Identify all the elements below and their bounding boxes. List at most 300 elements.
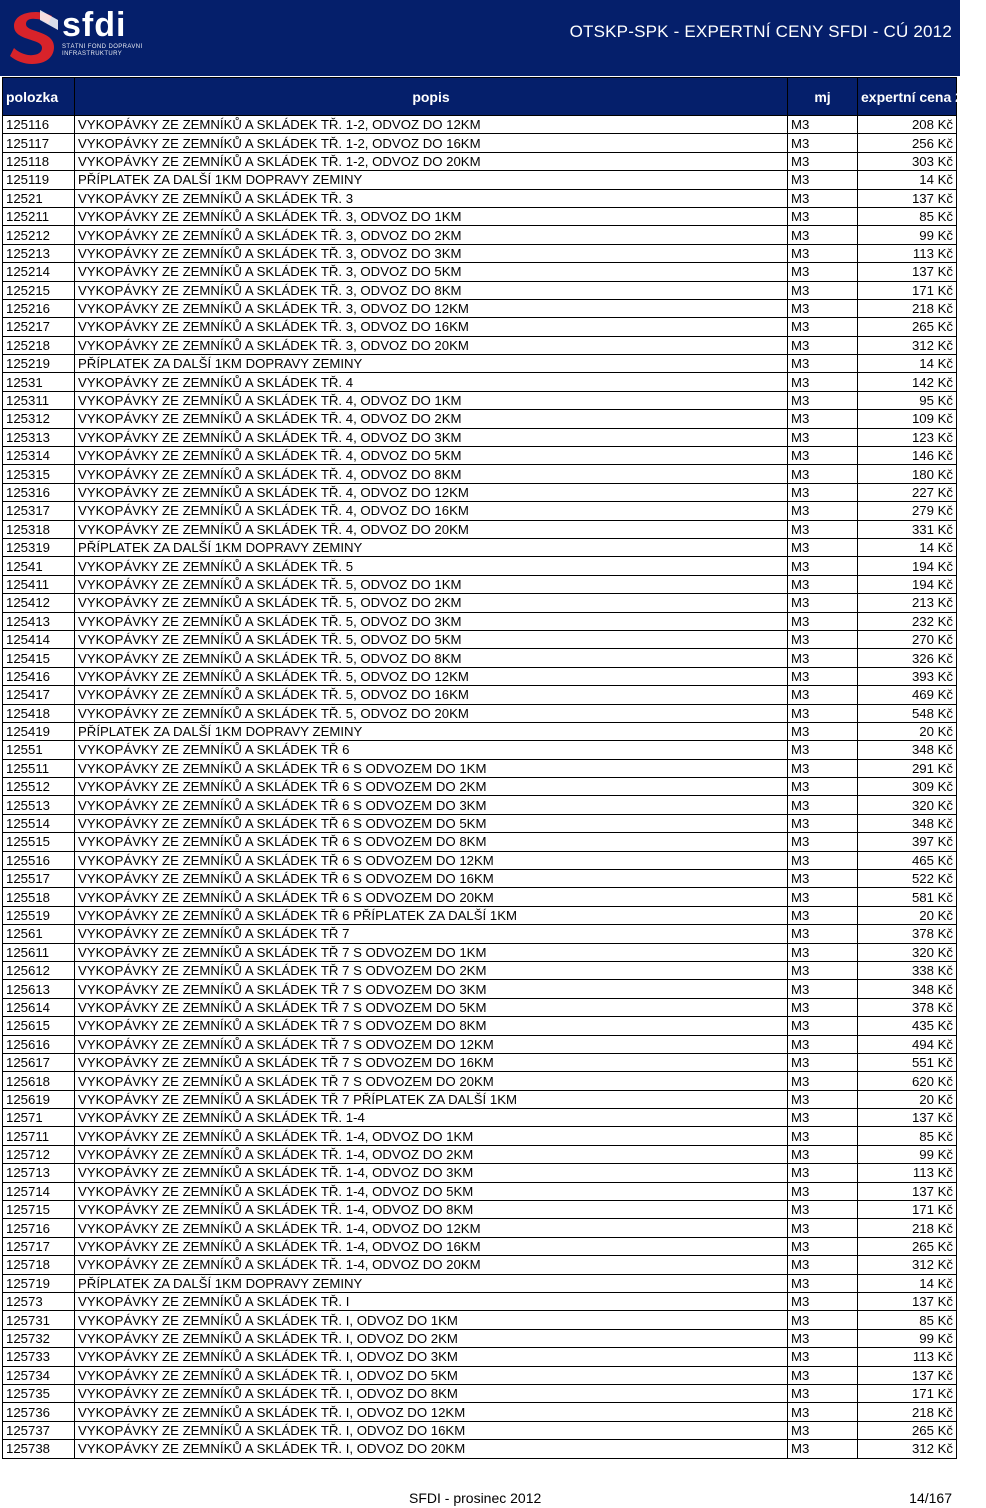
cell-cena: 338 Kč xyxy=(858,961,957,979)
document-title: OTSKP-SPK - EXPERTNÍ CENY SFDI - CÚ 2012 xyxy=(569,22,952,41)
table-row xyxy=(3,1017,957,1035)
table-row xyxy=(3,244,957,262)
cell-popis: PŘÍPLATEK ZA DALŠÍ 1KM DOPRAVY ZEMINY xyxy=(75,722,788,740)
table-row xyxy=(3,1127,957,1145)
table-row xyxy=(3,998,957,1016)
logo-text: sfdi xyxy=(62,6,127,44)
cell-mj: M3 xyxy=(788,465,858,483)
cell-mj: M3 xyxy=(788,943,858,961)
cell-cena: 348 Kč xyxy=(858,741,957,759)
cell-mj: M3 xyxy=(788,1017,858,1035)
cell-popis: VYKOPÁVKY ZE ZEMNÍKŮ A SKLÁDEK TŘ. 1-2, ODVOZ DO 20KM xyxy=(75,152,788,170)
cell-popis: VYKOPÁVKY ZE ZEMNÍKŮ A SKLÁDEK TŘ. 4, ODVOZ DO 12KM xyxy=(75,483,788,501)
cell-mj: M3 xyxy=(788,244,858,262)
table-row xyxy=(3,667,957,685)
table-row xyxy=(3,1053,957,1071)
table-row xyxy=(3,1366,957,1384)
cell-popis: PŘÍPLATEK ZA DALŠÍ 1KM DOPRAVY ZEMINY xyxy=(75,1274,788,1292)
table-row xyxy=(3,263,957,281)
cell-polozka: 125316 xyxy=(3,483,75,501)
cell-polozka: 125418 xyxy=(3,704,75,722)
cell-polozka: 125118 xyxy=(3,152,75,170)
cell-cena: 469 Kč xyxy=(858,686,957,704)
table-row xyxy=(3,1237,957,1255)
cell-mj: M3 xyxy=(788,1090,858,1108)
cell-cena: 142 Kč xyxy=(858,373,957,391)
table-row xyxy=(3,1035,957,1053)
table-row xyxy=(3,1274,957,1292)
table-row xyxy=(3,906,957,924)
cell-mj: M3 xyxy=(788,299,858,317)
cell-polozka: 125214 xyxy=(3,263,75,281)
cell-popis: VYKOPÁVKY ZE ZEMNÍKŮ A SKLÁDEK TŘ 7 S ODVOZEM DO 2KM xyxy=(75,961,788,979)
cell-polozka: 125215 xyxy=(3,281,75,299)
cell-cena: 137 Kč xyxy=(858,1109,957,1127)
cell-cena: 218 Kč xyxy=(858,1403,957,1421)
cell-cena: 208 Kč xyxy=(858,116,957,134)
cell-popis: VYKOPÁVKY ZE ZEMNÍKŮ A SKLÁDEK TŘ. 4, ODVOZ DO 8KM xyxy=(75,465,788,483)
cell-mj: M3 xyxy=(788,410,858,428)
table-row xyxy=(3,355,957,373)
cell-mj: M3 xyxy=(788,1293,858,1311)
cell-popis: VYKOPÁVKY ZE ZEMNÍKŮ A SKLÁDEK TŘ. 1-4, ODVOZ DO 3KM xyxy=(75,1164,788,1182)
cell-popis: VYKOPÁVKY ZE ZEMNÍKŮ A SKLÁDEK TŘ. 5, ODVOZ DO 8KM xyxy=(75,649,788,667)
cell-cena: 194 Kč xyxy=(858,557,957,575)
cell-popis: VYKOPÁVKY ZE ZEMNÍKŮ A SKLÁDEK TŘ. 3, ODVOZ DO 20KM xyxy=(75,336,788,354)
price-table xyxy=(2,77,986,1459)
cell-mj: M3 xyxy=(788,538,858,556)
logo-subtitle: STÁTNÍ FOND DOPRAVNÍ INFRASTRUKTURY xyxy=(62,44,143,57)
cell-polozka: 125319 xyxy=(3,538,75,556)
cell-mj: M3 xyxy=(788,263,858,281)
cell-polozka: 125211 xyxy=(3,207,75,225)
table-row xyxy=(3,1311,957,1329)
cell-popis: PŘÍPLATEK ZA DALŠÍ 1KM DOPRAVY ZEMINY xyxy=(75,355,788,373)
cell-mj: M3 xyxy=(788,814,858,832)
cell-polozka: 125613 xyxy=(3,980,75,998)
cell-cena: 256 Kč xyxy=(858,134,957,152)
cell-mj: M3 xyxy=(788,391,858,409)
cell-popis: VYKOPÁVKY ZE ZEMNÍKŮ A SKLÁDEK TŘ. 3, ODVOZ DO 8KM xyxy=(75,281,788,299)
table-row xyxy=(3,1201,957,1219)
cell-mj: M3 xyxy=(788,1421,858,1439)
cell-polozka: 12561 xyxy=(3,925,75,943)
cell-mj: M3 xyxy=(788,925,858,943)
cell-cena: 320 Kč xyxy=(858,943,957,961)
cell-polozka: 125733 xyxy=(3,1348,75,1366)
cell-popis: VYKOPÁVKY ZE ZEMNÍKŮ A SKLÁDEK TŘ 6 S ODVOZEM DO 8KM xyxy=(75,833,788,851)
cell-mj: M3 xyxy=(788,1127,858,1145)
cell-polozka: 125216 xyxy=(3,299,75,317)
cell-mj: M3 xyxy=(788,189,858,207)
cell-mj: M3 xyxy=(788,1109,858,1127)
cell-mj: M3 xyxy=(788,483,858,501)
cell-cena: 303 Kč xyxy=(858,152,957,170)
cell-popis: VYKOPÁVKY ZE ZEMNÍKŮ A SKLÁDEK TŘ 7 xyxy=(75,925,788,943)
cell-polozka: 125737 xyxy=(3,1421,75,1439)
cell-mj: M3 xyxy=(788,152,858,170)
cell-cena: 348 Kč xyxy=(858,980,957,998)
cell-mj: M3 xyxy=(788,336,858,354)
table-row xyxy=(3,557,957,575)
cell-cena: 548 Kč xyxy=(858,704,957,722)
cell-popis: VYKOPÁVKY ZE ZEMNÍKŮ A SKLÁDEK TŘ. 4, ODVOZ DO 5KM xyxy=(75,447,788,465)
table-row xyxy=(3,1329,957,1347)
cell-mj: M3 xyxy=(788,1035,858,1053)
table-row xyxy=(3,1072,957,1090)
cell-mj: M3 xyxy=(788,612,858,630)
cell-cena: 213 Kč xyxy=(858,594,957,612)
cell-polozka: 125738 xyxy=(3,1440,75,1458)
table-row xyxy=(3,502,957,520)
cell-cena: 137 Kč xyxy=(858,189,957,207)
cell-mj: M3 xyxy=(788,686,858,704)
cell-popis: VYKOPÁVKY ZE ZEMNÍKŮ A SKLÁDEK TŘ. 3, ODVOZ DO 1KM xyxy=(75,207,788,225)
cell-polozka: 125212 xyxy=(3,226,75,244)
cell-polozka: 125716 xyxy=(3,1219,75,1237)
cell-polozka: 125515 xyxy=(3,833,75,851)
cell-polozka: 125117 xyxy=(3,134,75,152)
cell-popis: VYKOPÁVKY ZE ZEMNÍKŮ A SKLÁDEK TŘ. 5, ODVOZ DO 1KM xyxy=(75,575,788,593)
cell-cena: 378 Kč xyxy=(858,925,957,943)
cell-cena: 85 Kč xyxy=(858,1127,957,1145)
table-row xyxy=(3,814,957,832)
cell-cena: 348 Kč xyxy=(858,814,957,832)
cell-popis: VYKOPÁVKY ZE ZEMNÍKŮ A SKLÁDEK TŘ 6 S ODVOZEM DO 16KM xyxy=(75,870,788,888)
table-row xyxy=(3,1090,957,1108)
cell-mj: M3 xyxy=(788,1366,858,1384)
cell-mj: M3 xyxy=(788,1256,858,1274)
table-row xyxy=(3,483,957,501)
cell-polozka: 125518 xyxy=(3,888,75,906)
cell-popis: VYKOPÁVKY ZE ZEMNÍKŮ A SKLÁDEK TŘ. 3, ODVOZ DO 12KM xyxy=(75,299,788,317)
cell-polozka: 125311 xyxy=(3,391,75,409)
cell-cena: 218 Kč xyxy=(858,1219,957,1237)
table-row xyxy=(3,226,957,244)
table-row xyxy=(3,594,957,612)
cell-mj: M3 xyxy=(788,667,858,685)
cell-mj: M3 xyxy=(788,961,858,979)
cell-cena: 14 Kč xyxy=(858,355,957,373)
column-header-polozka: polozka xyxy=(3,78,75,116)
table-row xyxy=(3,925,957,943)
table-row xyxy=(3,428,957,446)
cell-mj: M3 xyxy=(788,888,858,906)
cell-mj: M3 xyxy=(788,998,858,1016)
table-row xyxy=(3,961,957,979)
cell-polozka: 125614 xyxy=(3,998,75,1016)
cell-cena: 20 Kč xyxy=(858,1090,957,1108)
cell-cena: 291 Kč xyxy=(858,759,957,777)
table-row xyxy=(3,686,957,704)
cell-polozka: 125611 xyxy=(3,943,75,961)
table-row xyxy=(3,888,957,906)
cell-cena: 95 Kč xyxy=(858,391,957,409)
cell-mj: M3 xyxy=(788,630,858,648)
cell-popis: VYKOPÁVKY ZE ZEMNÍKŮ A SKLÁDEK TŘ 7 S ODVOZEM DO 3KM xyxy=(75,980,788,998)
cell-mj: M3 xyxy=(788,833,858,851)
cell-mj: M3 xyxy=(788,796,858,814)
cell-mj: M3 xyxy=(788,171,858,189)
cell-polozka: 125411 xyxy=(3,575,75,593)
cell-popis: VYKOPÁVKY ZE ZEMNÍKŮ A SKLÁDEK TŘ. I, ODVOZ DO 12KM xyxy=(75,1403,788,1421)
cell-popis: VYKOPÁVKY ZE ZEMNÍKŮ A SKLÁDEK TŘ. 3 xyxy=(75,189,788,207)
cell-mj: M3 xyxy=(788,980,858,998)
table-row xyxy=(3,1348,957,1366)
table-row xyxy=(3,704,957,722)
table-row xyxy=(3,1421,957,1439)
table-row xyxy=(3,1403,957,1421)
cell-cena: 397 Kč xyxy=(858,833,957,851)
cell-cena: 265 Kč xyxy=(858,1237,957,1255)
cell-cena: 113 Kč xyxy=(858,244,957,262)
cell-polozka: 125213 xyxy=(3,244,75,262)
cell-popis: VYKOPÁVKY ZE ZEMNÍKŮ A SKLÁDEK TŘ. I, ODVOZ DO 1KM xyxy=(75,1311,788,1329)
table-row xyxy=(3,1440,957,1458)
cell-polozka: 125715 xyxy=(3,1201,75,1219)
cell-popis: VYKOPÁVKY ZE ZEMNÍKŮ A SKLÁDEK TŘ. 1-4, ODVOZ DO 20KM xyxy=(75,1256,788,1274)
cell-popis: VYKOPÁVKY ZE ZEMNÍKŮ A SKLÁDEK TŘ 6 PŘÍPLATEK ZA DALŠÍ 1KM xyxy=(75,906,788,924)
cell-popis: VYKOPÁVKY ZE ZEMNÍKŮ A SKLÁDEK TŘ. 1-4, ODVOZ DO 8KM xyxy=(75,1201,788,1219)
cell-polozka: 125712 xyxy=(3,1145,75,1163)
cell-mj: M3 xyxy=(788,1403,858,1421)
cell-cena: 312 Kč xyxy=(858,1256,957,1274)
cell-polozka: 125735 xyxy=(3,1384,75,1402)
table-row xyxy=(3,116,957,134)
cell-polozka: 125419 xyxy=(3,722,75,740)
cell-mj: M3 xyxy=(788,851,858,869)
cell-cena: 171 Kč xyxy=(858,1384,957,1402)
cell-popis: VYKOPÁVKY ZE ZEMNÍKŮ A SKLÁDEK TŘ. 3, ODVOZ DO 3KM xyxy=(75,244,788,262)
cell-cena: 218 Kč xyxy=(858,299,957,317)
cell-polozka: 125615 xyxy=(3,1017,75,1035)
cell-mj: M3 xyxy=(788,1237,858,1255)
cell-cena: 312 Kč xyxy=(858,1440,957,1458)
cell-popis: VYKOPÁVKY ZE ZEMNÍKŮ A SKLÁDEK TŘ. 5, ODVOZ DO 3KM xyxy=(75,612,788,630)
cell-popis: VYKOPÁVKY ZE ZEMNÍKŮ A SKLÁDEK TŘ. 5 xyxy=(75,557,788,575)
column-header-cena: expertní cena 2012 xyxy=(858,78,957,116)
cell-polozka: 12531 xyxy=(3,373,75,391)
cell-mj: M3 xyxy=(788,318,858,336)
cell-popis: VYKOPÁVKY ZE ZEMNÍKŮ A SKLÁDEK TŘ 6 xyxy=(75,741,788,759)
cell-polozka: 12573 xyxy=(3,1293,75,1311)
cell-mj: M3 xyxy=(788,1348,858,1366)
table-row xyxy=(3,134,957,152)
cell-mj: M3 xyxy=(788,557,858,575)
cell-polozka: 125313 xyxy=(3,428,75,446)
cell-cena: 522 Kč xyxy=(858,870,957,888)
table-row xyxy=(3,207,957,225)
cell-cena: 465 Kč xyxy=(858,851,957,869)
table-row xyxy=(3,447,957,465)
table-row xyxy=(3,1164,957,1182)
cell-cena: 309 Kč xyxy=(858,778,957,796)
cell-polozka: 125514 xyxy=(3,814,75,832)
footer-text: SFDI - prosinec 2012 xyxy=(409,1490,542,1506)
cell-polozka: 125618 xyxy=(3,1072,75,1090)
table-row xyxy=(3,1256,957,1274)
cell-cena: 320 Kč xyxy=(858,796,957,814)
table-row xyxy=(3,1109,957,1127)
cell-popis: VYKOPÁVKY ZE ZEMNÍKŮ A SKLÁDEK TŘ 7 S ODVOZEM DO 5KM xyxy=(75,998,788,1016)
cell-polozka: 125519 xyxy=(3,906,75,924)
cell-cena: 99 Kč xyxy=(858,1329,957,1347)
table-row xyxy=(3,189,957,207)
cell-popis: VYKOPÁVKY ZE ZEMNÍKŮ A SKLÁDEK TŘ. 4, ODVOZ DO 1KM xyxy=(75,391,788,409)
table-row xyxy=(3,391,957,409)
cell-cena: 171 Kč xyxy=(858,281,957,299)
table-row xyxy=(3,851,957,869)
cell-polozka: 125413 xyxy=(3,612,75,630)
cell-polozka: 125717 xyxy=(3,1237,75,1255)
cell-mj: M3 xyxy=(788,207,858,225)
cell-cena: 279 Kč xyxy=(858,502,957,520)
cell-mj: M3 xyxy=(788,1274,858,1292)
table-row xyxy=(3,152,957,170)
cell-polozka: 12541 xyxy=(3,557,75,575)
cell-popis: VYKOPÁVKY ZE ZEMNÍKŮ A SKLÁDEK TŘ. 5, ODVOZ DO 5KM xyxy=(75,630,788,648)
cell-polozka: 125414 xyxy=(3,630,75,648)
table-row xyxy=(3,318,957,336)
cell-cena: 109 Kč xyxy=(858,410,957,428)
table-row xyxy=(3,281,957,299)
cell-mj: M3 xyxy=(788,1219,858,1237)
table-row xyxy=(3,796,957,814)
column-header-popis: popis xyxy=(75,78,788,116)
cell-polozka: 125512 xyxy=(3,778,75,796)
cell-mj: M3 xyxy=(788,1145,858,1163)
cell-mj: M3 xyxy=(788,1440,858,1458)
table-row xyxy=(3,722,957,740)
table-header-row xyxy=(3,78,957,116)
cell-cena: 331 Kč xyxy=(858,520,957,538)
cell-popis: VYKOPÁVKY ZE ZEMNÍKŮ A SKLÁDEK TŘ. 4, ODVOZ DO 20KM xyxy=(75,520,788,538)
table-row xyxy=(3,741,957,759)
cell-cena: 14 Kč xyxy=(858,538,957,556)
cell-popis: VYKOPÁVKY ZE ZEMNÍKŮ A SKLÁDEK TŘ. 3, ODVOZ DO 5KM xyxy=(75,263,788,281)
cell-mj: M3 xyxy=(788,1072,858,1090)
cell-mj: M3 xyxy=(788,1311,858,1329)
table-row xyxy=(3,1293,957,1311)
cell-cena: 312 Kč xyxy=(858,336,957,354)
cell-cena: 20 Kč xyxy=(858,906,957,924)
cell-polozka: 125317 xyxy=(3,502,75,520)
table-row xyxy=(3,630,957,648)
table-row xyxy=(3,649,957,667)
cell-polozka: 12521 xyxy=(3,189,75,207)
cell-cena: 393 Kč xyxy=(858,667,957,685)
cell-popis: VYKOPÁVKY ZE ZEMNÍKŮ A SKLÁDEK TŘ. 4, ODVOZ DO 3KM xyxy=(75,428,788,446)
cell-popis: VYKOPÁVKY ZE ZEMNÍKŮ A SKLÁDEK TŘ. 1-2, ODVOZ DO 16KM xyxy=(75,134,788,152)
table-body xyxy=(3,116,957,1459)
cell-popis: VYKOPÁVKY ZE ZEMNÍKŮ A SKLÁDEK TŘ. 1-4, ODVOZ DO 16KM xyxy=(75,1237,788,1255)
cell-cena: 265 Kč xyxy=(858,1421,957,1439)
cell-polozka: 125314 xyxy=(3,447,75,465)
table-row xyxy=(3,299,957,317)
cell-cena: 99 Kč xyxy=(858,226,957,244)
cell-popis: VYKOPÁVKY ZE ZEMNÍKŮ A SKLÁDEK TŘ. 4, ODVOZ DO 2KM xyxy=(75,410,788,428)
cell-cena: 113 Kč xyxy=(858,1348,957,1366)
cell-polozka: 125732 xyxy=(3,1329,75,1347)
cell-mj: M3 xyxy=(788,447,858,465)
cell-mj: M3 xyxy=(788,722,858,740)
cell-cena: 85 Kč xyxy=(858,1311,957,1329)
cell-popis: VYKOPÁVKY ZE ZEMNÍKŮ A SKLÁDEK TŘ. I, ODVOZ DO 20KM xyxy=(75,1440,788,1458)
cell-popis: VYKOPÁVKY ZE ZEMNÍKŮ A SKLÁDEK TŘ 6 S ODVOZEM DO 20KM xyxy=(75,888,788,906)
cell-polozka: 12571 xyxy=(3,1109,75,1127)
cell-cena: 14 Kč xyxy=(858,171,957,189)
table-row xyxy=(3,759,957,777)
cell-mj: M3 xyxy=(788,704,858,722)
cell-polozka: 125612 xyxy=(3,961,75,979)
page-number: 14/167 xyxy=(909,1490,952,1506)
cell-mj: M3 xyxy=(788,520,858,538)
cell-popis: VYKOPÁVKY ZE ZEMNÍKŮ A SKLÁDEK TŘ. 5, ODVOZ DO 2KM xyxy=(75,594,788,612)
cell-popis: VYKOPÁVKY ZE ZEMNÍKŮ A SKLÁDEK TŘ. 1-4 xyxy=(75,1109,788,1127)
table-row xyxy=(3,1145,957,1163)
table-row xyxy=(3,870,957,888)
cell-polozka: 125315 xyxy=(3,465,75,483)
cell-popis: VYKOPÁVKY ZE ZEMNÍKŮ A SKLÁDEK TŘ. I xyxy=(75,1293,788,1311)
cell-mj: M3 xyxy=(788,226,858,244)
cell-mj: M3 xyxy=(788,870,858,888)
cell-polozka: 125416 xyxy=(3,667,75,685)
table-row xyxy=(3,833,957,851)
cell-cena: 620 Kč xyxy=(858,1072,957,1090)
cell-popis: VYKOPÁVKY ZE ZEMNÍKŮ A SKLÁDEK TŘ. I, ODVOZ DO 2KM xyxy=(75,1329,788,1347)
cell-popis: VYKOPÁVKY ZE ZEMNÍKŮ A SKLÁDEK TŘ. 4, ODVOZ DO 16KM xyxy=(75,502,788,520)
table-row xyxy=(3,943,957,961)
cell-popis: VYKOPÁVKY ZE ZEMNÍKŮ A SKLÁDEK TŘ. I, ODVOZ DO 8KM xyxy=(75,1384,788,1402)
table-row xyxy=(3,465,957,483)
table-row xyxy=(3,520,957,538)
cell-popis: VYKOPÁVKY ZE ZEMNÍKŮ A SKLÁDEK TŘ. 1-4, ODVOZ DO 1KM xyxy=(75,1127,788,1145)
cell-popis: VYKOPÁVKY ZE ZEMNÍKŮ A SKLÁDEK TŘ 7 S ODVOZEM DO 1KM xyxy=(75,943,788,961)
cell-polozka: 125719 xyxy=(3,1274,75,1292)
cell-polozka: 125415 xyxy=(3,649,75,667)
cell-cena: 494 Kč xyxy=(858,1035,957,1053)
cell-cena: 85 Kč xyxy=(858,207,957,225)
cell-cena: 137 Kč xyxy=(858,263,957,281)
cell-polozka: 12551 xyxy=(3,741,75,759)
cell-polozka: 125119 xyxy=(3,171,75,189)
cell-popis: VYKOPÁVKY ZE ZEMNÍKŮ A SKLÁDEK TŘ 6 S ODVOZEM DO 12KM xyxy=(75,851,788,869)
cell-popis: VYKOPÁVKY ZE ZEMNÍKŮ A SKLÁDEK TŘ. 5, ODVOZ DO 20KM xyxy=(75,704,788,722)
cell-mj: M3 xyxy=(788,428,858,446)
cell-cena: 435 Kč xyxy=(858,1017,957,1035)
cell-cena: 270 Kč xyxy=(858,630,957,648)
cell-mj: M3 xyxy=(788,502,858,520)
cell-mj: M3 xyxy=(788,373,858,391)
cell-polozka: 125417 xyxy=(3,686,75,704)
cell-mj: M3 xyxy=(788,1182,858,1200)
table-row xyxy=(3,538,957,556)
cell-popis: VYKOPÁVKY ZE ZEMNÍKŮ A SKLÁDEK TŘ. 3, ODVOZ DO 16KM xyxy=(75,318,788,336)
cell-popis: VYKOPÁVKY ZE ZEMNÍKŮ A SKLÁDEK TŘ. 3, ODVOZ DO 2KM xyxy=(75,226,788,244)
cell-polozka: 125731 xyxy=(3,1311,75,1329)
cell-cena: 194 Kč xyxy=(858,575,957,593)
cell-popis: VYKOPÁVKY ZE ZEMNÍKŮ A SKLÁDEK TŘ. 1-2, ODVOZ DO 12KM xyxy=(75,116,788,134)
cell-cena: 113 Kč xyxy=(858,1164,957,1182)
cell-popis: VYKOPÁVKY ZE ZEMNÍKŮ A SKLÁDEK TŘ 7 S ODVOZEM DO 12KM xyxy=(75,1035,788,1053)
cell-cena: 551 Kč xyxy=(858,1053,957,1071)
cell-polozka: 125711 xyxy=(3,1127,75,1145)
cell-mj: M3 xyxy=(788,355,858,373)
cell-mj: M3 xyxy=(788,575,858,593)
cell-mj: M3 xyxy=(788,1329,858,1347)
table-row xyxy=(3,1384,957,1402)
cell-cena: 265 Kč xyxy=(858,318,957,336)
